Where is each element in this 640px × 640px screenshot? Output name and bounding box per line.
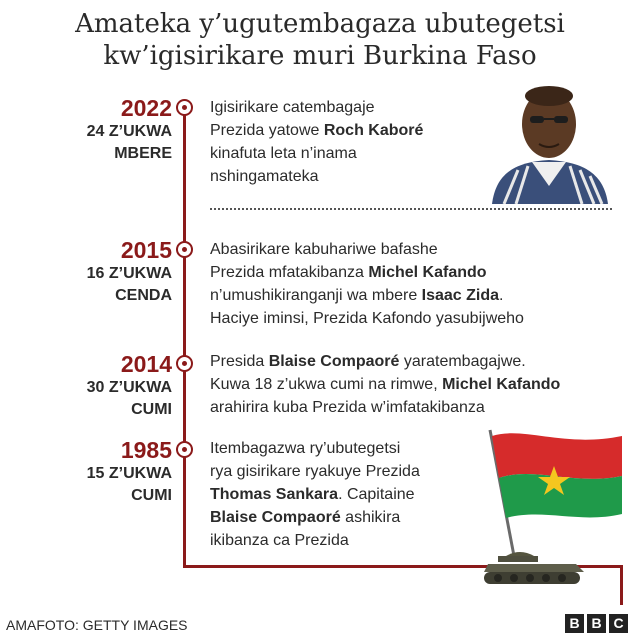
event-description-line <box>210 437 420 460</box>
description-text: arahirira kuba Prezida w’imfatakibanza <box>210 399 485 416</box>
event-description <box>210 437 420 552</box>
person-name: Blaise Compaoré <box>210 509 341 526</box>
description-text: Kuwa 18 z’ukwa cumi na rimwe, <box>210 376 443 393</box>
timeline-marker-icon <box>176 99 193 116</box>
person-name: Thomas Sankara <box>210 486 339 503</box>
event-date-line-2: CUMI <box>131 401 172 418</box>
photo-credit: AMAFOTO: GETTY IMAGES <box>6 617 188 633</box>
event-date-line-2: CUMI <box>131 487 172 504</box>
event-year: 2014 <box>120 351 172 377</box>
event-description-line <box>210 96 423 119</box>
event-date <box>32 463 172 507</box>
timeline-marker-icon <box>176 241 193 258</box>
description-text: Prezida yatowe <box>210 122 324 139</box>
person-name: Michel Kafando <box>368 264 487 281</box>
event-description-line <box>210 119 423 142</box>
event-description <box>210 96 423 188</box>
event-date-line-2: CENDA <box>115 287 172 304</box>
divider <box>210 208 612 210</box>
title-line-2: kw’igisirikare muri Burkina Faso <box>103 41 537 71</box>
event-year: 1985 <box>120 437 172 463</box>
description-text: . <box>499 287 504 304</box>
event-date-line-2: MBERE <box>114 145 172 162</box>
portrait-photo <box>484 74 614 204</box>
description-text: ikibanza ca Prezida <box>210 532 349 549</box>
person-name: Michel Kafando <box>442 376 561 393</box>
event-date-line-1: 24 Z’UKWA <box>86 123 172 140</box>
page-title <box>0 8 640 72</box>
description-text: n’umushikiranganji wa mbere <box>210 287 422 304</box>
description-text: Itembagazwa ry’ubutegetsi <box>210 440 401 457</box>
event-date <box>32 377 172 421</box>
description-text: nshingamateka <box>210 168 319 185</box>
event-description-line <box>210 307 524 330</box>
event-description-line <box>210 396 560 419</box>
title-line-1: Amateka y’ugutembagaza ubutegetsi <box>75 9 565 39</box>
timeline-marker-icon <box>176 441 193 458</box>
event-description-line <box>210 261 524 284</box>
event-date-line-1: 30 Z’UKWA <box>86 379 172 396</box>
description-text: Presida <box>210 353 269 370</box>
bbc-logo-letter: B <box>587 614 606 633</box>
event-description <box>210 350 560 419</box>
burkina-flag-tank-photo <box>484 426 624 586</box>
timeline-marker-icon <box>176 355 193 372</box>
event-description-line <box>210 373 560 396</box>
timeline-line <box>183 112 186 567</box>
description-text: rya gisirikare ryakuye Prezida <box>210 463 420 480</box>
event-description-line <box>210 529 420 552</box>
event-date-line-1: 15 Z’UKWA <box>86 465 172 482</box>
event-date <box>32 263 172 307</box>
description-text: ashikira <box>340 509 401 526</box>
event-description-line <box>210 142 423 165</box>
description-text: Prezida mfatakibanza <box>210 264 369 281</box>
description-text: yaratembagajwe. <box>399 353 526 370</box>
description-text: Igisirikare catembagaje <box>210 99 375 116</box>
person-name: Isaac Zida <box>421 287 500 304</box>
event-description-line <box>210 238 524 261</box>
person-name: Blaise Compaoré <box>268 353 400 370</box>
event-description-line <box>210 284 524 307</box>
event-date <box>32 121 172 165</box>
description-text: Haciye iminsi, Prezida Kafondo yasubijweho <box>210 310 524 327</box>
description-text: kinafuta leta n’inama <box>210 145 357 162</box>
event-year: 2015 <box>120 237 172 263</box>
person-name: Roch Kaboré <box>323 122 424 139</box>
event-description <box>210 238 524 330</box>
event-description-line <box>210 483 420 506</box>
bbc-logo-letter: B <box>565 614 584 633</box>
description-text: Abasirikare kabuhariwe bafashe <box>210 241 438 258</box>
event-description-line <box>210 460 420 483</box>
event-description-line <box>210 350 560 373</box>
event-description-line <box>210 506 420 529</box>
bbc-logo-letter: C <box>609 614 628 633</box>
bbc-logo <box>565 614 628 633</box>
description-text: . Capitaine <box>338 486 415 503</box>
event-date-line-1: 16 Z’UKWA <box>86 265 172 282</box>
tank-icon <box>484 552 584 584</box>
event-year: 2022 <box>120 95 172 121</box>
event-description-line <box>210 165 423 188</box>
